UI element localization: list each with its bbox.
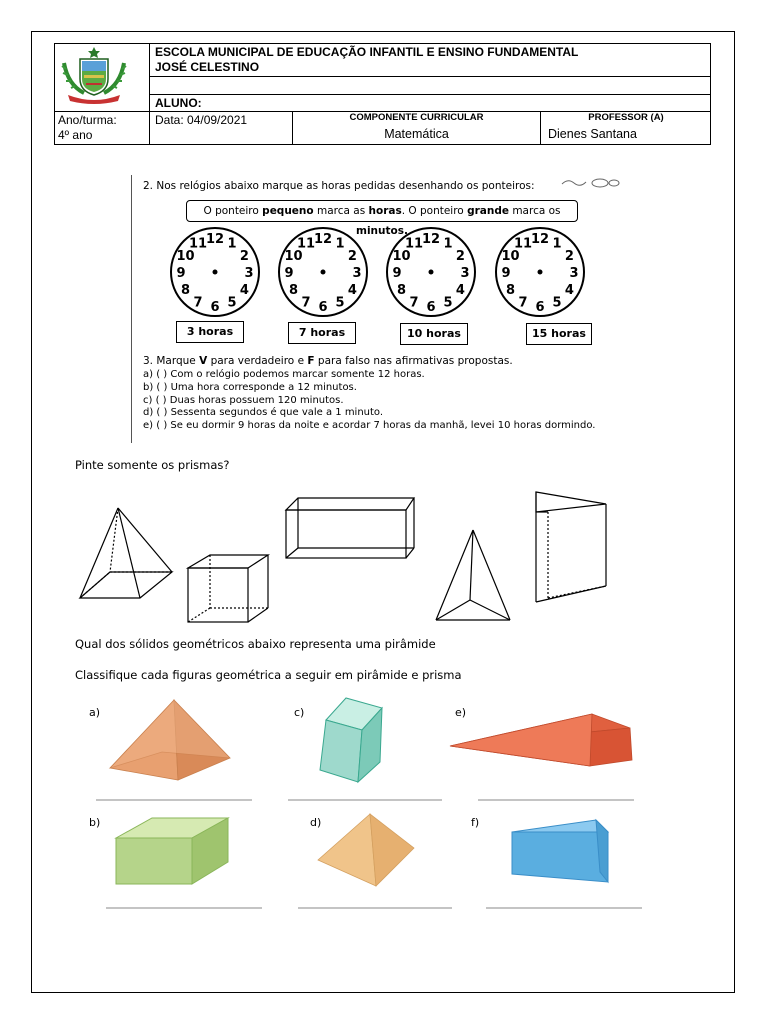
clock-number: 8 bbox=[506, 283, 516, 298]
clock-number: 9 bbox=[176, 266, 186, 281]
time-label-2: 7 horas bbox=[288, 322, 356, 344]
q3-item-e: e) ( ) Se eu dormir 9 horas da noite e acordar 7 horas da manhã, levei 10 horas dormindo. bbox=[143, 420, 596, 432]
clock-number: 9 bbox=[501, 266, 511, 281]
clock-number: 4 bbox=[564, 283, 574, 298]
clock-number: 10 bbox=[176, 249, 195, 264]
clock-center-dot bbox=[213, 270, 218, 275]
colored-solids bbox=[80, 690, 680, 920]
solid-c-prism bbox=[320, 698, 382, 782]
clock-number: 3 bbox=[569, 266, 579, 281]
teacher-value: Dienes Santana bbox=[548, 127, 637, 141]
clock-face-1[interactable] bbox=[171, 228, 259, 316]
clock-number: 12 bbox=[421, 232, 441, 247]
clock-number: 12 bbox=[205, 232, 225, 247]
clock-number: 2 bbox=[239, 249, 249, 264]
clock-number: 4 bbox=[455, 283, 465, 298]
wire-triangular-pyramid bbox=[436, 530, 510, 620]
wireframe-solids bbox=[70, 480, 630, 630]
clock-face-3[interactable] bbox=[387, 228, 475, 316]
grade-label: Ano/turma: bbox=[58, 113, 117, 127]
clock-number: 9 bbox=[284, 266, 294, 281]
clock-number: 5 bbox=[552, 295, 562, 311]
grade-value: 4º ano bbox=[58, 128, 93, 142]
q3-item-d: d) ( ) Sessenta segundos é que vale a 1 minuto. bbox=[143, 407, 384, 419]
solid-f-prism bbox=[512, 820, 608, 882]
clock-number: 10 bbox=[501, 249, 520, 264]
clock-number: 10 bbox=[284, 249, 303, 264]
clock-number: 11 bbox=[513, 236, 533, 252]
solid-e-pyramid bbox=[450, 714, 632, 766]
clock-face-4[interactable] bbox=[496, 228, 584, 316]
clock-center-dot bbox=[429, 270, 434, 275]
clock-face-2[interactable] bbox=[279, 228, 367, 316]
subject-value: Matemática bbox=[384, 127, 449, 141]
task-which-pyramid: Qual dos sólidos geométricos abaixo representa uma pirâmide bbox=[75, 637, 436, 651]
solid-a-pyramid bbox=[110, 700, 230, 780]
clock-number: 3 bbox=[460, 266, 470, 281]
solid-label-f: f) bbox=[471, 816, 480, 829]
clock-number: 11 bbox=[188, 236, 208, 252]
time-label-1: 3 horas bbox=[176, 321, 244, 343]
clock-number: 8 bbox=[289, 283, 299, 298]
q2-title: 2. Nos relógios abaixo marque as horas pedidas desenhando os ponteiros: bbox=[143, 180, 535, 192]
clock-number: 8 bbox=[181, 283, 191, 298]
clock-number: 3 bbox=[352, 266, 362, 281]
clock-number: 11 bbox=[296, 236, 316, 252]
clock-number: 10 bbox=[392, 249, 411, 264]
q3-title: 3. Marque V para verdadeiro e F para falso nas afirmativas propostas. bbox=[143, 355, 513, 367]
solid-label-c: c) bbox=[294, 706, 305, 719]
q3-item-c: c) ( ) Duas horas possuem 120 minutos. bbox=[143, 394, 344, 406]
clock-number: 2 bbox=[455, 249, 465, 264]
school-logo bbox=[58, 45, 130, 107]
doodle-icon bbox=[560, 176, 622, 195]
school-name-line2: JOSÉ CELESTINO bbox=[155, 60, 260, 74]
solid-d-pyramid bbox=[318, 814, 414, 886]
clock-number: 4 bbox=[347, 283, 357, 298]
clock-number: 12 bbox=[313, 232, 333, 247]
clock-number: 1 bbox=[335, 236, 345, 252]
subject-label: COMPONENTE CURRICULAR bbox=[349, 112, 484, 123]
solid-label-d: d) bbox=[310, 816, 322, 829]
solid-b-box bbox=[116, 818, 228, 884]
q3-item-b: b) ( ) Uma hora corresponde a 12 minutos. bbox=[143, 381, 357, 393]
time-label-3: 10 horas bbox=[400, 323, 468, 345]
clock-number: 11 bbox=[404, 236, 424, 252]
wire-rect-prism bbox=[286, 498, 414, 558]
clock-number: 5 bbox=[335, 295, 345, 311]
teacher-label: PROFESSOR (A) bbox=[588, 112, 664, 123]
clocks-row bbox=[160, 222, 600, 318]
clock-number: 6 bbox=[210, 300, 220, 315]
clock-number: 5 bbox=[227, 295, 237, 311]
task-classify: Classifique cada figuras geométrica a seguir em pirâmide e prisma bbox=[75, 668, 462, 682]
clock-number: 7 bbox=[518, 295, 528, 311]
clock-center-dot bbox=[538, 270, 543, 275]
solid-label-e: e) bbox=[455, 706, 467, 719]
clock-number: 1 bbox=[443, 236, 453, 252]
task-paint-prisms: Pinte somente os prismas? bbox=[75, 458, 230, 472]
clock-center-dot bbox=[321, 270, 326, 275]
clock-number: 7 bbox=[301, 295, 311, 311]
clock-number: 4 bbox=[239, 283, 249, 298]
clock-number: 2 bbox=[347, 249, 357, 264]
clock-number: 2 bbox=[564, 249, 574, 264]
wire-triangular-prism bbox=[536, 492, 606, 602]
q3-item-a: a) ( ) Com o relógio podemos marcar somente 12 horas. bbox=[143, 369, 425, 380]
clock-number: 12 bbox=[530, 232, 550, 247]
date-label: Data: 04/09/2021 bbox=[155, 113, 248, 127]
clock-number: 6 bbox=[535, 300, 545, 315]
clock-number: 6 bbox=[426, 300, 436, 315]
clock-number: 7 bbox=[409, 295, 419, 311]
solid-label-a: a) bbox=[89, 706, 101, 719]
clock-number: 6 bbox=[318, 300, 328, 315]
clock-number: 5 bbox=[443, 295, 453, 311]
wire-cube bbox=[188, 555, 268, 622]
wire-square-pyramid bbox=[80, 508, 172, 598]
school-name-line1: ESCOLA MUNICIPAL DE EDUCAÇÃO INFANTIL E ENSINO FUNDAMENTAL bbox=[155, 45, 579, 59]
clock-number: 9 bbox=[392, 266, 402, 281]
student-label: ALUNO: bbox=[155, 96, 202, 110]
clock-number: 1 bbox=[552, 236, 562, 252]
q2-hint: O ponteiro pequeno marca as horas. O ponteiro grande marca os minutos. bbox=[186, 200, 578, 222]
solid-label-b: b) bbox=[89, 816, 101, 829]
clock-number: 7 bbox=[193, 295, 203, 311]
clock-number: 1 bbox=[227, 236, 237, 252]
clock-number: 3 bbox=[244, 266, 254, 281]
time-label-4: 15 horas bbox=[526, 323, 592, 345]
clock-number: 8 bbox=[397, 283, 407, 298]
